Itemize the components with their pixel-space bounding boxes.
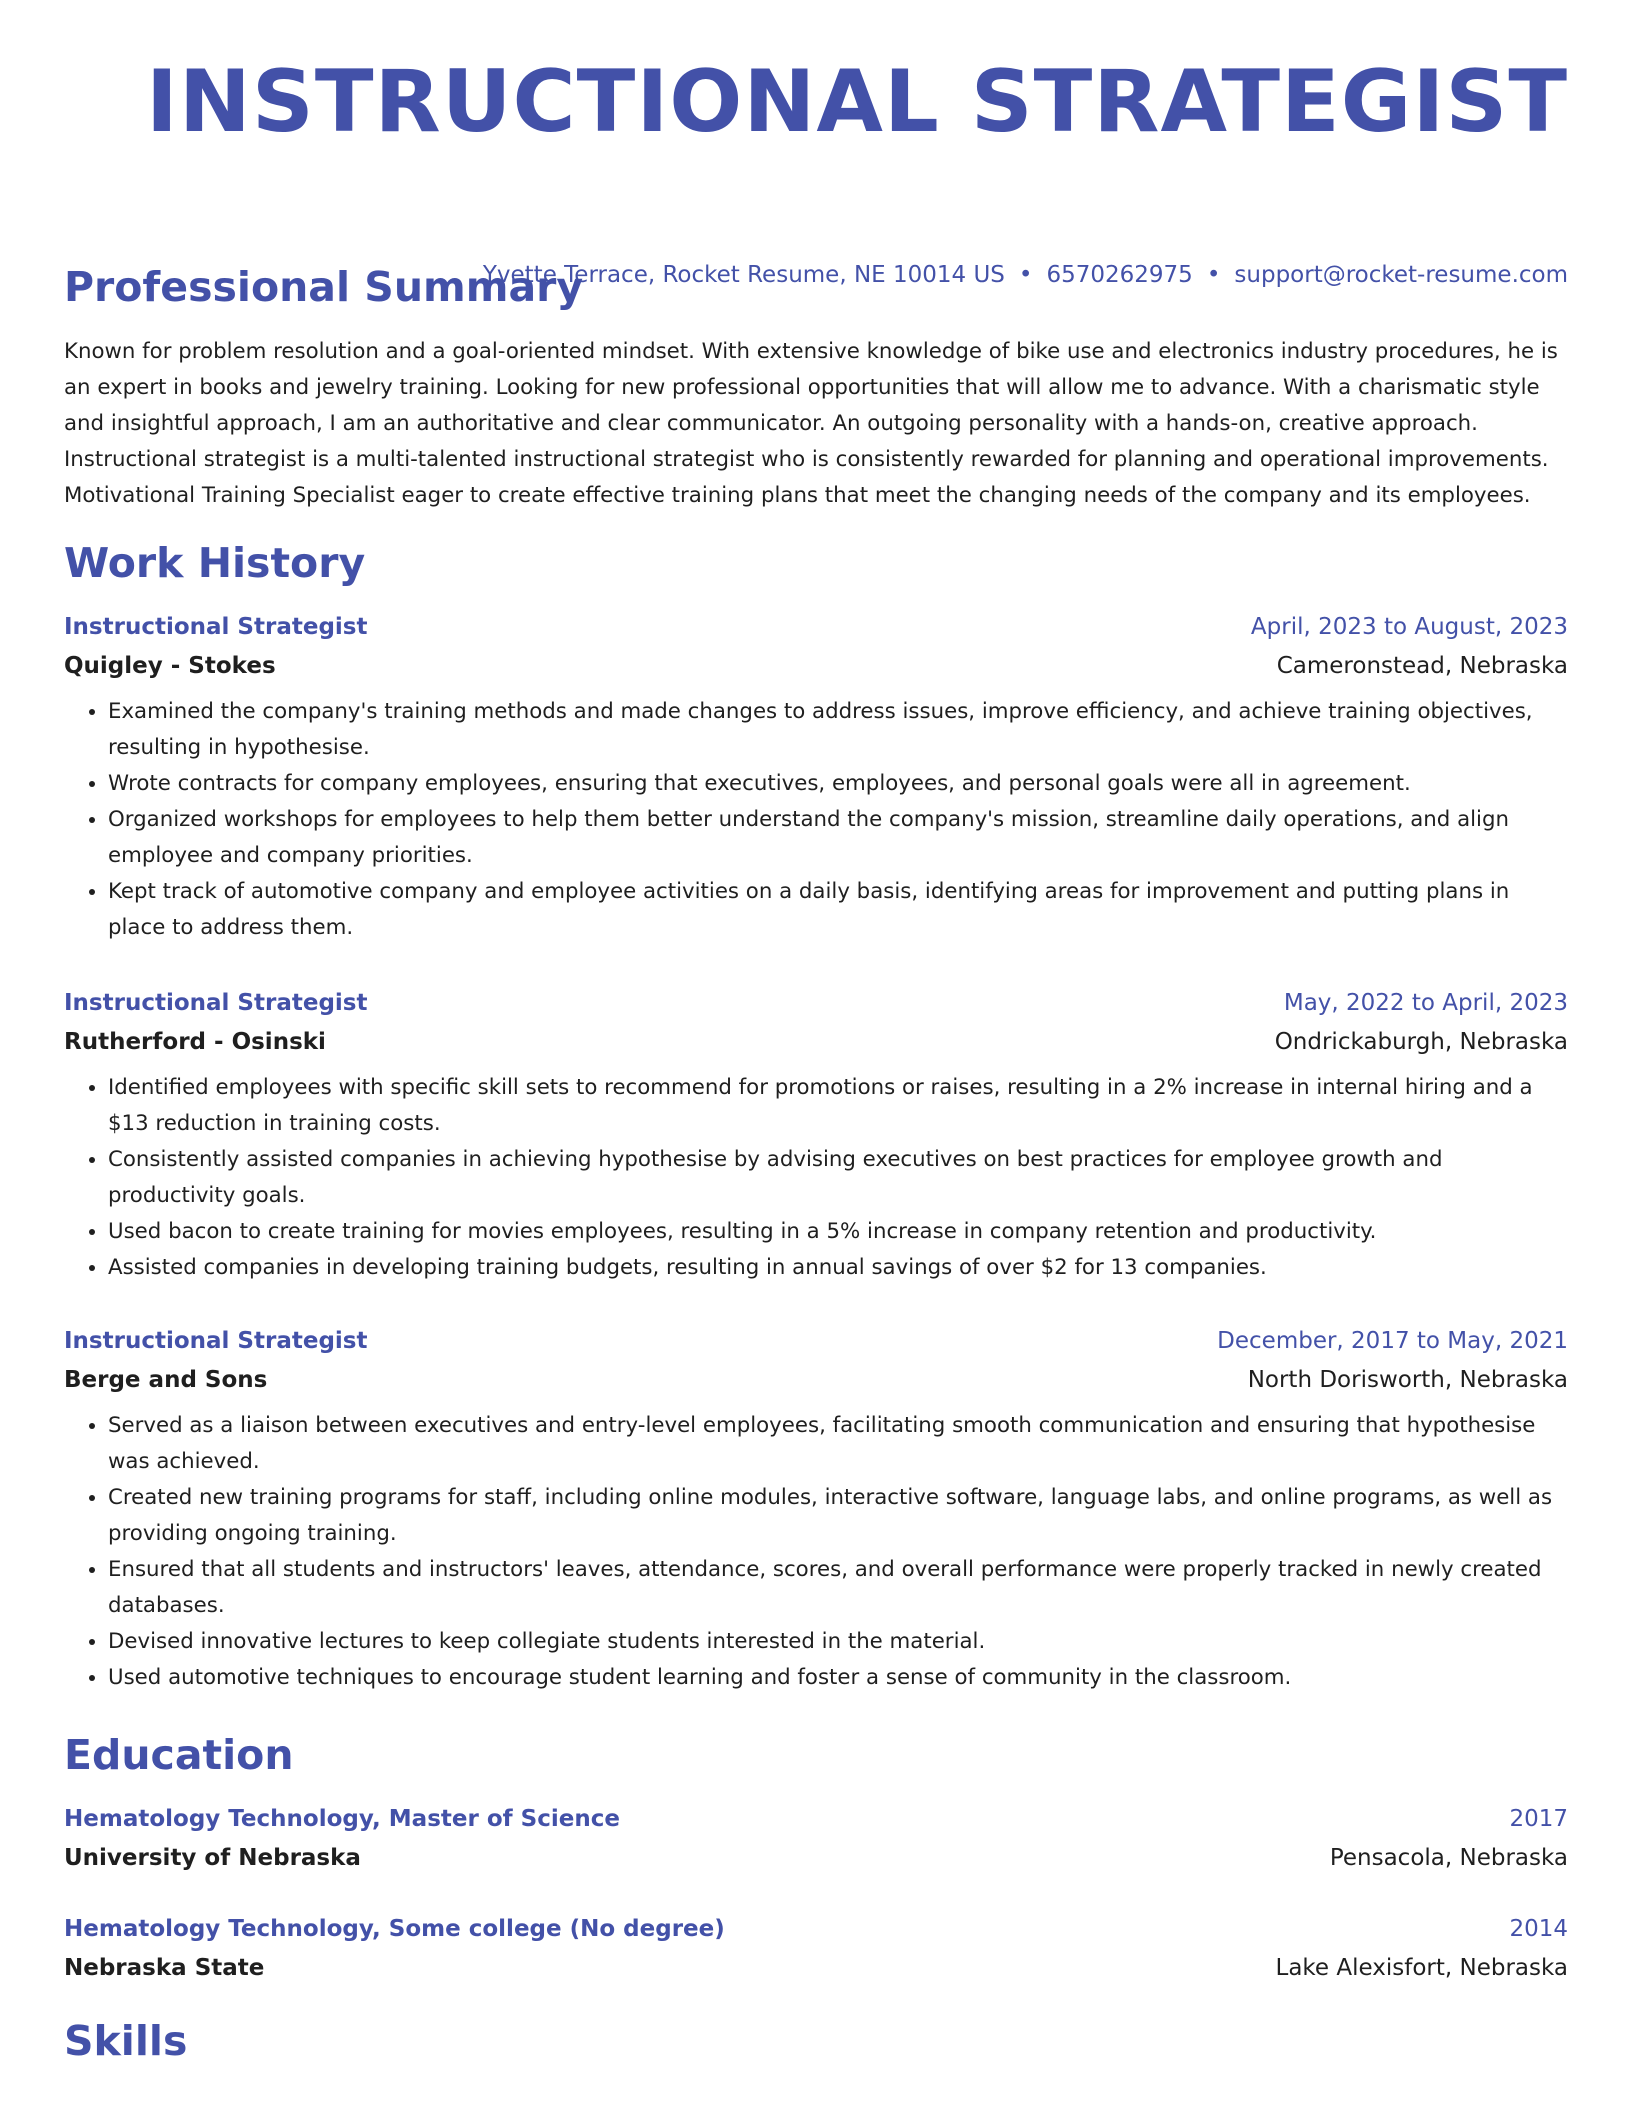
job-dates: May, 2022 to April, 2023 <box>1283 990 1568 1016</box>
job-bullet: • Used bacon to create training for movies employees, resulting in a 5% increase in company retention and productivity. <box>108 1214 1568 1250</box>
job-company: Berge and Sons <box>64 1367 268 1393</box>
education-location: Pensacola, Nebraska <box>1329 1845 1568 1871</box>
education-degree: Hematology Technology, Some college (No degree) <box>64 1916 725 1942</box>
job-company: Rutherford - Osinski <box>64 1029 326 1055</box>
education-year: 2014 <box>1509 1916 1568 1942</box>
summary-text: Known for problem resolution and a goal-oriented mindset. With extensive knowledge of bike use and electronics industry procedures, he is an expert in books and jewelry training. Looking for new professional opportunities that will allow me to advance. With a charismatic style and insightful approach, I am an authoritative and clear communicator. An outgoing personality with a hands-on, creative approach. Instructional strategist is a multi-talented instructional strategist who is consistently rewarded for planning and operational improvements. Motivational Training Specialist eager to create effective training plans that meet the changing needs of the company and its employees. <box>64 339 1558 508</box>
contact-email[interactable]: support@rocket-resume.com <box>1234 262 1568 288</box>
education-school: Nebraska State <box>64 1955 265 1981</box>
job-role: Instructional Strategist <box>64 614 368 640</box>
candidate-name: INSTRUCTIONAL STRATEGIST <box>145 52 1568 152</box>
contact-phone: 6570262975 <box>1046 262 1193 288</box>
job-bullet: • Kept track of automotive company and employee activities on a daily basis, identifying areas for improvement and putting plans in place to address them. <box>108 874 1568 946</box>
job-bullets <box>64 1070 1568 1286</box>
job-bullet: • Organized workshops for employees to help them better understand the company's mission, streamline daily operations, and align employee and company priorities. <box>108 802 1568 874</box>
job-bullet: • Ensured that all students and instructors' leaves, attendance, scores, and overall performance were properly tracked in newly created databases. <box>108 1552 1568 1624</box>
section-title-education: Education <box>64 1731 294 1779</box>
job-entry <box>64 984 1568 1286</box>
education-location: Lake Alexisfort, Nebraska <box>1275 1955 1568 1981</box>
education-entry <box>64 1800 1568 1878</box>
job-role: Instructional Strategist <box>64 1328 368 1354</box>
job-bullet: • Identified employees with specific skill sets to recommend for promotions or raises, resulting in a 2% increase in internal hiring and a $13 reduction in training costs. <box>108 1070 1568 1142</box>
education-year: 2017 <box>1509 1806 1568 1832</box>
job-dates: December, 2017 to May, 2021 <box>1217 1328 1568 1354</box>
job-role: Instructional Strategist <box>64 990 368 1016</box>
job-location: North Dorisworth, Nebraska <box>1247 1367 1568 1393</box>
job-bullets <box>64 694 1568 946</box>
job-location: Ondrickaburgh, Nebraska <box>1274 1029 1568 1055</box>
job-bullet: • Consistently assisted companies in achieving hypothesise by advising executives on best practices for employee growth and productivity goals. <box>108 1142 1568 1214</box>
job-bullet: • Used automotive techniques to encourage student learning and foster a sense of community in the classroom. <box>108 1660 1568 1696</box>
contact-line <box>483 260 1568 290</box>
job-location: Cameronstead, Nebraska <box>1276 653 1568 679</box>
contact-separator: • <box>1206 262 1221 288</box>
education-school: University of Nebraska <box>64 1845 361 1871</box>
job-dates: April, 2023 to August, 2023 <box>1250 614 1568 640</box>
education-degree: Hematology Technology, Master of Science <box>64 1806 620 1832</box>
job-bullet: • Created new training programs for staff, including online modules, interactive software, language labs, and online programs, as well as providing ongoing training. <box>108 1480 1568 1552</box>
job-bullet: • Served as a liaison between executives and entry-level employees, facilitating smooth communication and ensuring that hypothesise was achieved. <box>108 1408 1568 1480</box>
job-bullets <box>64 1408 1568 1696</box>
section-title-skills: Skills <box>64 2017 188 2065</box>
section-title-summary: Professional Summary <box>64 263 584 311</box>
job-bullet: • Assisted companies in developing training budgets, resulting in annual savings of over $2 for 13 companies. <box>108 1250 1568 1286</box>
job-company: Quigley - Stokes <box>64 653 276 679</box>
contact-separator: • <box>1018 262 1033 288</box>
job-bullet: • Examined the company's training methods and made changes to address issues, improve efficiency, and achieve training objectives, resulting in hypothesise. <box>108 694 1568 766</box>
contact-address: Yvette Terrace, Rocket Resume, NE 10014 US <box>482 262 1005 288</box>
section-title-work-history: Work History <box>64 539 366 587</box>
job-bullet: • Devised innovative lectures to keep collegiate students interested in the material. <box>108 1624 1568 1660</box>
job-entry <box>64 608 1568 946</box>
job-bullet: • Wrote contracts for company employees, ensuring that executives, employees, and personal goals were all in agreement. <box>108 766 1568 802</box>
job-entry <box>64 1322 1568 1696</box>
education-entry <box>64 1910 1568 1988</box>
